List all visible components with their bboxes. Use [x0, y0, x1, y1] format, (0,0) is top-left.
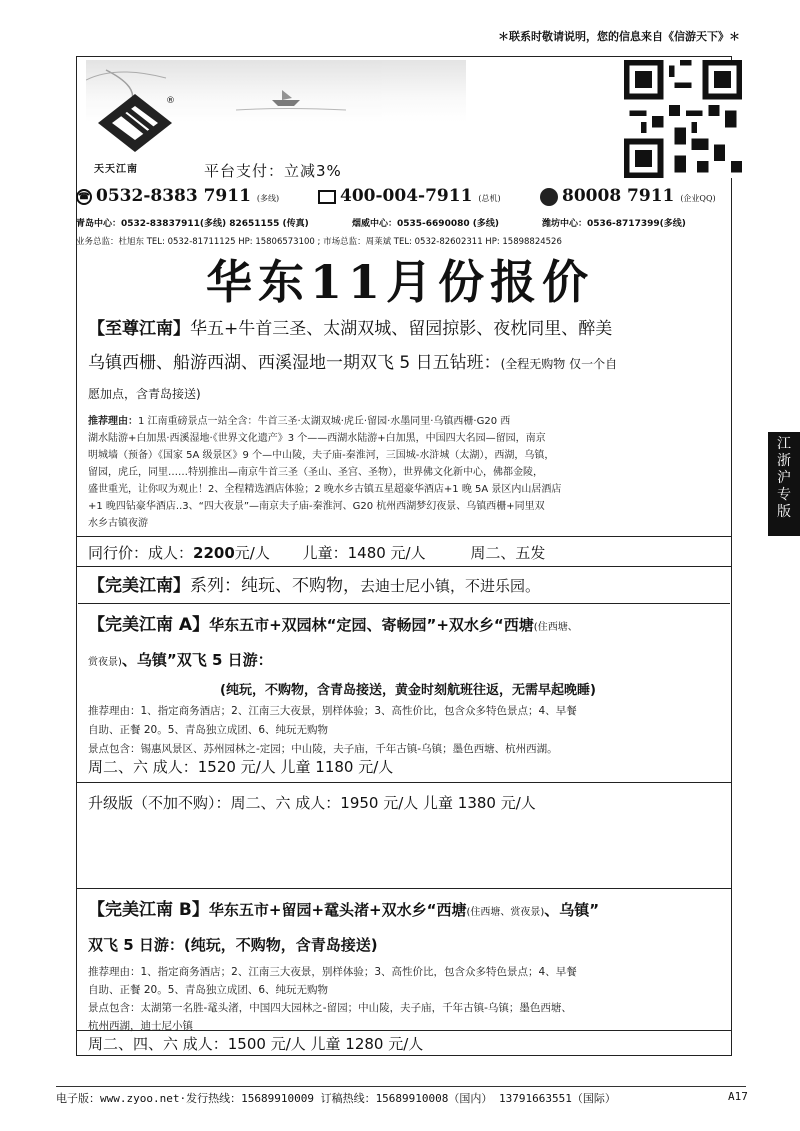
- price-line: 周二、六 成人：1520 元/人 儿童 1180 元/人: [88, 758, 394, 776]
- upgrade-price-line: 升级版（不加不购）：周二、六 成人：1950 元/人 儿童 1380 元/人: [88, 794, 536, 812]
- product-title-line2: 、乌镇”双飞 5 日游：: [121, 651, 273, 669]
- adult-price: 2200: [193, 544, 235, 562]
- series-text-2: 去迪士尼小镇，不进乐园。: [360, 577, 541, 595]
- section-wanmei-b: [88, 894, 728, 1035]
- product-title: 华五+牛首三圣、太湖双城、留园掠影、夜枕同里、醉美: [190, 319, 613, 339]
- section-title-line: [88, 643, 728, 680]
- hotline-note: (总机): [478, 194, 501, 203]
- qingdao-center: 青岛中心：0532-83837911(多线) 82651155 (传真): [76, 219, 309, 229]
- section-title-line: [88, 346, 728, 381]
- series-banner: [78, 571, 730, 604]
- recommend-reason: [88, 702, 728, 759]
- page-number: A17: [728, 1090, 748, 1103]
- hotline-number: 400-004-7911: [340, 186, 473, 206]
- reason-line: 水乡古镇夜游: [88, 518, 148, 529]
- phone-number: 0532-8383 7911: [96, 186, 251, 206]
- divider: [76, 782, 732, 783]
- product-title-line2: 乌镇西栅、船游西湖、西溪湿地一期双飞 5 日五钻班：: [88, 353, 501, 373]
- qr-code-icon: [624, 60, 742, 178]
- product-title-line2: 双飞 5 日游：(纯玩，不购物，含青岛接送): [88, 936, 378, 954]
- reason-line: 1 江南重磅景点一站全含：牛首三圣·太湖双城·虎丘·留园·水墨同里·乌镇西栅·G20 西: [138, 416, 511, 427]
- section-title: [88, 610, 728, 643]
- product-tag: 【至尊江南】: [88, 319, 190, 339]
- company-logo-icon: [96, 92, 174, 154]
- product-tag: 【完美江南 A】: [88, 615, 210, 635]
- section-wanmei-a: [88, 610, 728, 759]
- reason-line: 杭州西湖，迪士尼小镇: [88, 1020, 193, 1032]
- price-unit: 元/人: [234, 544, 270, 562]
- phone-note: (多线): [256, 194, 280, 203]
- footer-contacts: 电子版：www.zyoo.net·发行热线：15689910009 订稿热线：15689910008（国内） 13791663551（国际）: [56, 1092, 616, 1105]
- platform-payment-text: 平台支付：立减3%: [204, 162, 342, 180]
- product-note: 赏夜景): [88, 657, 122, 668]
- reason-line: 湖水陆游+白加黑·西溪湿地·《世界文化遗产》3 个——西湖水陆游+白加黑，中国四大名园—留园，南京: [88, 433, 546, 444]
- yantai-center: 烟威中心：0535-6690080 (多线): [352, 219, 499, 229]
- product-tag: 【完美江南 B】: [88, 900, 209, 920]
- child-price: 儿童：1480 元/人: [302, 544, 426, 562]
- series-tag: 【完美江南】: [88, 576, 190, 596]
- phone-icon: ☎: [76, 189, 92, 205]
- qq-number: 80008 7911: [562, 186, 675, 206]
- side-tab-char: 江: [777, 436, 791, 452]
- departure-days: 周二、五发: [470, 544, 546, 562]
- reason-line: 留园，虎丘，同里……特别推出—南京牛首三圣（圣山、圣宫、圣物），世界佛文化新中心，佛都金陵，: [88, 467, 543, 478]
- reason-line: 景点包含：太湖第一名胜-鼋头渚，中国四大园林之-留园；中山陵，夫子庙，千年古镇-乌镇；墨色西塘、: [88, 1002, 572, 1014]
- reason-line: 盛世重光，让你叹为观止！2、全程精选酒店体验；2 晚水乡古镇五星超豪华酒店+1 晚 5A 景区内山居酒店: [88, 484, 562, 495]
- registered-mark: ®: [166, 96, 175, 106]
- product-note-line2: 愿加点，含青岛接送): [88, 387, 201, 401]
- price-line: 周二、四、六 成人：1500 元/人 儿童 1280 元/人: [88, 1035, 424, 1053]
- product-note: (全程无购物 仅一个自: [500, 357, 618, 371]
- side-tab-char: 专: [777, 487, 791, 503]
- highlight-text: (纯玩，不购物，含青岛接送，黄金时刻航班往返，无需早起晚睡): [220, 683, 596, 698]
- reason-line: 自助、正餐 20。5、青岛独立成团、6、纯玩无购物: [88, 724, 329, 736]
- recommend-reason: [88, 963, 728, 1035]
- source-note: ＊联系时敬请说明，您的信息来自《信游天下》＊: [498, 30, 740, 43]
- manager-contacts: 业务总监：杜旭东 TEL: 0532-81711125 HP: 15806573100 ; 市场总监：周莱斌 TEL: 0532-82602311 HP: 15898824526: [76, 237, 562, 247]
- recommend-reason: [88, 413, 728, 532]
- price-line: [88, 542, 545, 563]
- side-tab-char: 浙: [777, 453, 791, 469]
- fax-icon: [318, 190, 336, 204]
- side-tab-char: 沪: [777, 470, 791, 486]
- reason-line: +1 晚四钻豪华酒店..3、“四大夜景”—南京夫子庙-秦淮河、G20 杭州西湖梦幻夜景、乌镇西栅+同里双: [88, 501, 545, 512]
- product-note: (住西塘、赏夜景): [466, 907, 545, 918]
- product-title: 华东五市+双园林“定园、寄畅园”+双水乡“西塘: [209, 616, 534, 634]
- page-headline: 华东11月份报价: [205, 255, 594, 309]
- reason-line: 明城墙（预备）《国家 5A 级景区》9 个—中山陵，夫子庙-秦淮河，三国城-水浒城（太湖），西湖，乌镇，: [88, 450, 555, 461]
- section-title: [88, 312, 728, 346]
- product-title: 华东五市+留园+鼋头渚+双水乡“西塘: [208, 901, 467, 919]
- side-tab-char: 版: [777, 504, 791, 520]
- price-label: 同行价：成人：: [88, 544, 194, 562]
- qq-icon: [540, 188, 558, 206]
- reason-line: 自助、正餐 20。5、青岛独立成团、6、纯玩无购物: [88, 984, 329, 996]
- reason-line: 推荐理由：1、指定商务酒店；2、江南三大夜景，别样体验；3、高性价比，包含众多特色景点；4、早餐: [88, 966, 577, 978]
- reason-line: 景点包含：锡惠风景区、苏州园林之-定园；中山陵，夫子庙，千年古镇-乌镇；墨色西塘、杭州西湖。: [88, 743, 558, 755]
- weifang-center: 潍坊中心：0536-8717399(多线): [542, 219, 686, 229]
- reason-label: 推荐理由：: [88, 416, 138, 427]
- divider: [76, 536, 732, 537]
- divider: [76, 1030, 732, 1031]
- section-zhizun: [88, 312, 728, 532]
- divider: [76, 566, 732, 567]
- section-title: [88, 894, 728, 929]
- series-text: 系列：纯玩、不购物，: [190, 576, 360, 596]
- product-title-end: 、乌镇”: [544, 901, 600, 919]
- footer-rule: [56, 1086, 746, 1087]
- brand-name: 天天江南: [94, 164, 138, 175]
- product-note: (住西塘、: [533, 622, 578, 633]
- qq-note: (企业QQ): [680, 194, 716, 203]
- divider: [76, 888, 732, 889]
- reason-line: 推荐理由：1、指定商务酒店；2、江南三大夜景，别样体验；3、高性价比，包含众多特色景点；4、早餐: [88, 705, 577, 717]
- region-side-tab: [768, 432, 800, 536]
